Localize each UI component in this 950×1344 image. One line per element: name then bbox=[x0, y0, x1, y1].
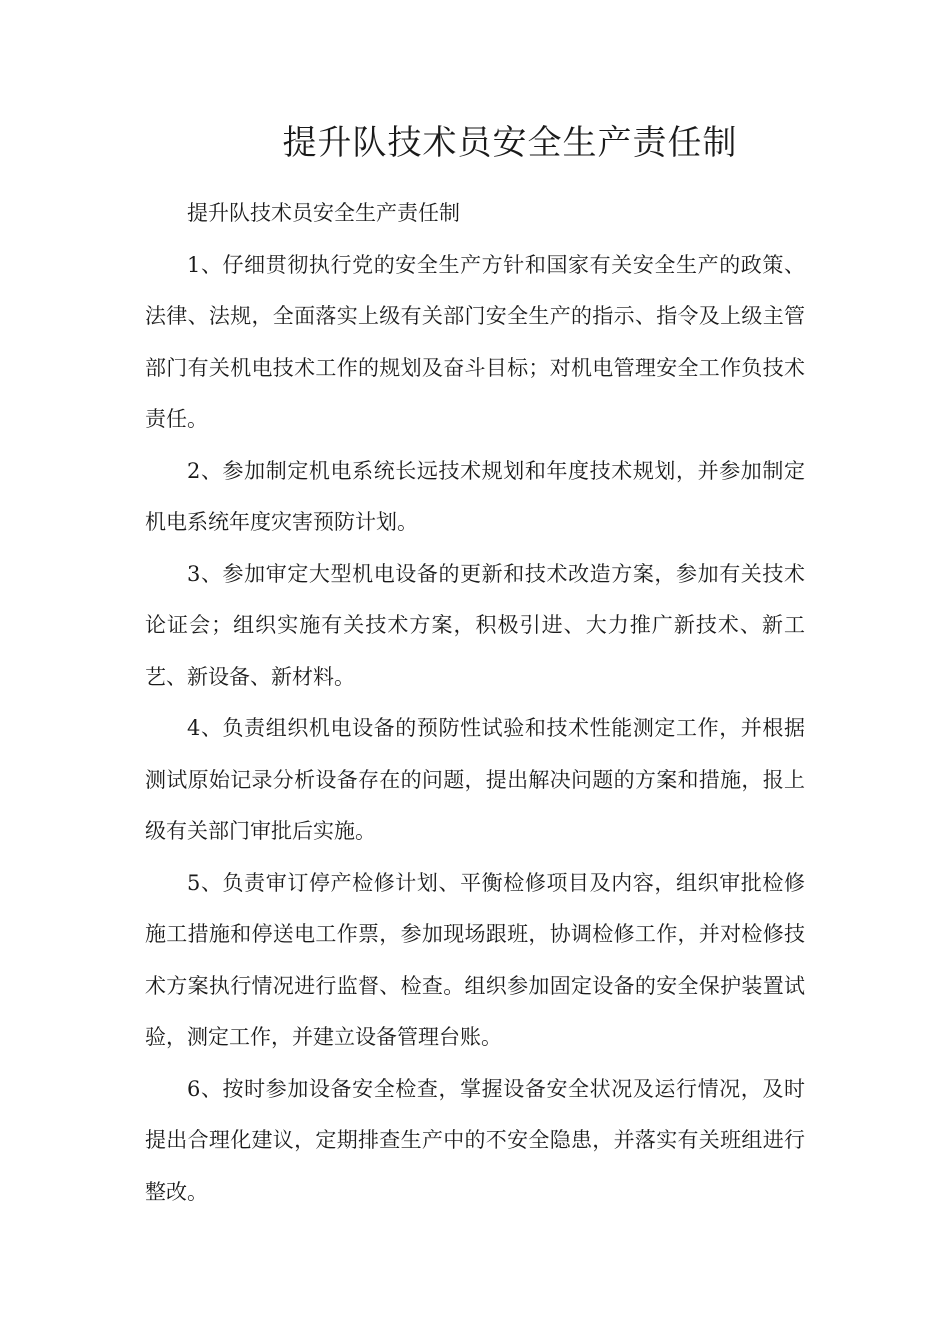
clause-6: 6、按时参加设备安全检查，掌握设备安全状况及运行情况，及时提出合理化建议，定期排查生产中的不安全隐患，并落实有关班组进行整改。 bbox=[145, 1076, 805, 1204]
clause-2: 2、参加制定机电系统长远技术规划和年度技术规划，并参加制定机电系统年度灾害预防计划。 bbox=[145, 458, 805, 534]
document-body bbox=[145, 188, 805, 1218]
document-title: 提升队技术员安全生产责任制 bbox=[282, 123, 738, 163]
clause-1: 1、仔细贯彻执行党的安全生产方针和国家有关安全生产的政策、法律、法规，全面落实上级有关部门安全生产的指示、指令及上级主管部门有关机电技术工作的规划及奋斗目标；对机电管理安全工作负技术责任。 bbox=[145, 252, 805, 431]
clause-4: 4、负责组织机电设备的预防性试验和技术性能测定工作，并根据测试原始记录分析设备存在的问题，提出解决问题的方案和措施，报上级有关部门审批后实施。 bbox=[145, 716, 805, 843]
clause-5: 5、负责审订停产检修计划、平衡检修项目及内容，组织审批检修施工措施和停送电工作票，参加现场跟班，协调检修工作，并对检修技术方案执行情况进行监督、检查。组织参加固定设备的安全保护装置试验，测定工作，并建立设备管理台账。 bbox=[145, 870, 805, 1049]
document-subtitle: 提升队技术员安全生产责任制 bbox=[187, 201, 460, 225]
clause-3: 3、参加审定大型机电设备的更新和技术改造方案，参加有关技术论证会；组织实施有关技术方案，积极引进、大力推广新技术、新工艺、新设备、新材料。 bbox=[145, 561, 805, 689]
